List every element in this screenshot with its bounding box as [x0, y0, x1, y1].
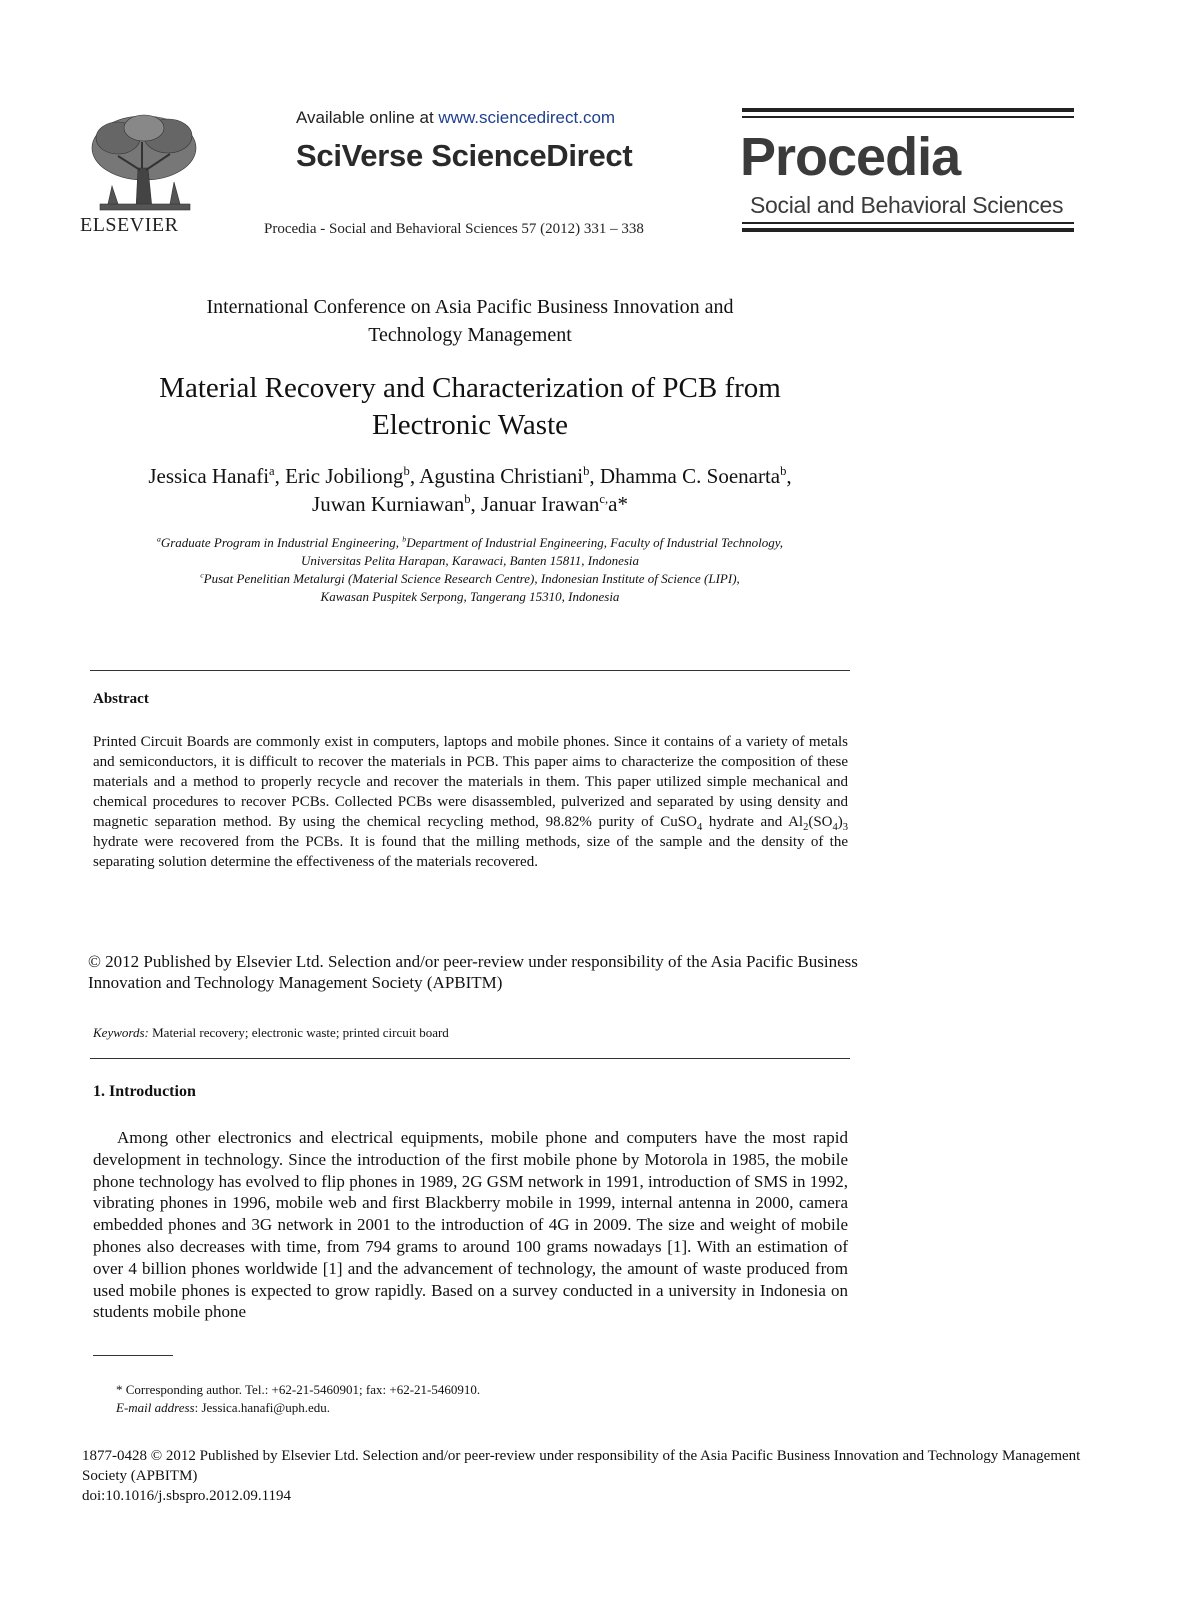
abstract-text-part: Printed Circuit Boards are commonly exist in computers, laptops and mobile phones. Since it contains of a variety of metals and semiconductors, it is difficult to recover the materials in PCB. This paper aims to characterize the composition of these materials and a method to properly recycle and recover the materials in them. This paper utilized simple mechanical and chemical procedures to recover PCBs. Collected PCBs were disassembled, pulverized and separated by using density and magnetic separation method. By using the chemical recycling method, 98.82% purity of CuSO [93, 734, 848, 830]
journal-logo [742, 108, 1074, 240]
affiliation-mark: c [200, 570, 204, 580]
affiliation-mark: b [402, 534, 407, 544]
author-affiliation-mark: a [269, 464, 275, 478]
affiliation-c: Pusat Penelitian Metalurgi (Material Science Research Centre), Indonesian Institute of Science (LIPI), [203, 571, 740, 586]
logo-rule-top [742, 108, 1074, 112]
abstract-body [93, 732, 848, 872]
journal-subtitle: Social and Behavioral Sciences [750, 192, 1064, 218]
affiliations [90, 534, 850, 606]
author-affiliation-mark: b [403, 464, 410, 478]
author-separator: , [589, 464, 600, 488]
available-online-line [296, 108, 615, 128]
abstract-heading: Abstract [93, 691, 149, 707]
author-separator: , [409, 464, 420, 488]
affiliation-a: Graduate Program in Industrial Engineering, [160, 535, 403, 550]
affiliation-ab-line-1 [90, 534, 850, 552]
keywords-label: Keywords: [93, 1025, 149, 1040]
author-name: Agustina Christiani [419, 464, 584, 488]
keywords-text: Material recovery; electronic waste; printed circuit board [148, 1025, 449, 1040]
issn-copyright-line: 1877-0428 © 2012 Published by Elsevier Ltd. Selection and/or peer-review under responsibility of the Asia Pacific Business Innovation and Technology Management Society (APBITM) [82, 1448, 1081, 1484]
abstract-subscript: 2 [803, 822, 809, 833]
abstract-subscript: 4 [832, 822, 838, 833]
abstract-top-rule [90, 670, 850, 671]
conference-line-1: International Conference on Asia Pacific Business Innovation and [206, 296, 734, 318]
conference-name [90, 293, 850, 349]
abstract-text-part: (SO [808, 814, 833, 830]
publisher-name: ELSEVIER [80, 214, 179, 236]
author-affiliation-mark: b [583, 464, 590, 478]
logo-rule-bottom-thin [742, 222, 1074, 224]
author-line-1 [90, 462, 850, 490]
corresponding-author-note: * Corresponding author. Tel.: +62-21-5460901; fax: +62-21-5460910. [116, 1382, 481, 1397]
author-line-2 [90, 490, 850, 518]
sciencedirect-link[interactable]: www.sciencedirect.com [438, 108, 616, 127]
author-separator: , [786, 464, 792, 488]
journal-title: Procedia [740, 127, 961, 187]
author-separator: , [274, 464, 286, 488]
email-label: E-mail address [116, 1400, 195, 1415]
author-separator: a* [608, 492, 628, 516]
author-name: Jessica Hanafi [148, 464, 270, 488]
keywords-bottom-rule [90, 1058, 850, 1059]
footnote-rule [93, 1355, 173, 1356]
section-heading-introduction: 1. Introduction [93, 1083, 196, 1100]
author-list [90, 462, 850, 518]
abstract-subscript: 3 [842, 822, 848, 833]
author-name: Juwan Kurniawan [312, 492, 465, 516]
abstract-text-part: hydrate were recovered from the PCBs. It is found that the milling methods, size of the sample and the density of the separating solution determine the effectiveness of the materials recovered. [93, 834, 848, 870]
doi-link[interactable]: doi:10.1016/j.sbspro.2012.09.1194 [82, 1488, 292, 1504]
email-note [116, 1400, 330, 1416]
paper-title [90, 370, 850, 444]
author-separator: , [470, 492, 482, 516]
conference-line-2: Technology Management [368, 324, 572, 346]
journal-reference: Procedia - Social and Behavioral Sciences 57 (2012) 331 – 338 [264, 221, 644, 237]
affiliation-b: Department of Industrial Engineering, Faculty of Industrial Technology, [406, 535, 784, 550]
author-name: Januar Irawan [481, 492, 600, 516]
author-affiliation-mark: b [780, 464, 787, 478]
title-line-1: Material Recovery and Characterization of PCB from [159, 372, 781, 404]
abstract-text-part: ) [837, 814, 843, 830]
author-name: Dhamma C. Soenarta [599, 464, 781, 488]
author-name: Eric Jobiliong [285, 464, 404, 488]
logo-rule-bottom [742, 228, 1074, 232]
title-line-2: Electronic Waste [371, 409, 569, 441]
affiliation-c-line-2: Kawasan Puspitek Serpong, Tangerang 15310, Indonesia [320, 589, 620, 604]
author-affiliation-mark: b [464, 492, 471, 506]
platform-logo: SciVerse ScienceDirect [296, 138, 633, 173]
keywords [93, 1025, 449, 1041]
author-affiliation-mark: c, [599, 492, 609, 506]
logo-rule-top-thin [742, 116, 1074, 118]
affiliation-mark: a [156, 534, 161, 544]
abstract-text-part: hydrate and Al [702, 814, 804, 830]
available-prefix: Available online at [296, 108, 439, 127]
abstract-subscript: 4 [696, 822, 703, 833]
introduction-body: Among other electronics and electrical equipments, mobile phone and computers have the most rapid development in technology. Since the introduction of the first mobile phone by Motorola in 1985, the mobile phone technology has evolved to flip phones in 1989, 2G GSM network in 1991, introduction of SMS in 1992, vibrating phones in 1996, mobile web and first Blackberry mobile in 1999, internal antenna in 2000, camera embedded phones and 3G network in 2001 to the introduction of 4G in 2009. The size and weight of mobile phones also decreases with time, from 794 grams to around 100 grams nowadays [1]. With an estimation of over 4 billion phones worldwide [1] and the advancement of technology, the amount of waste produced from used mobile phones is expected to grow rapidly. Based on a survey conducted in a university in Indonesia on students mobile phone [93, 1128, 848, 1322]
affiliation-c-line-1 [90, 570, 850, 588]
email-address[interactable]: : Jessica.hanafi@uph.edu. [194, 1400, 331, 1415]
copyright-notice: © 2012 Published by Elsevier Ltd. Selection and/or peer-review under responsibility of the Asia Pacific Business Innovation and Technology Management Society (APBITM) [88, 952, 858, 992]
affiliation-ab-line-2: Universitas Pelita Harapan, Karawaci, Banten 15811, Indonesia [300, 553, 640, 568]
